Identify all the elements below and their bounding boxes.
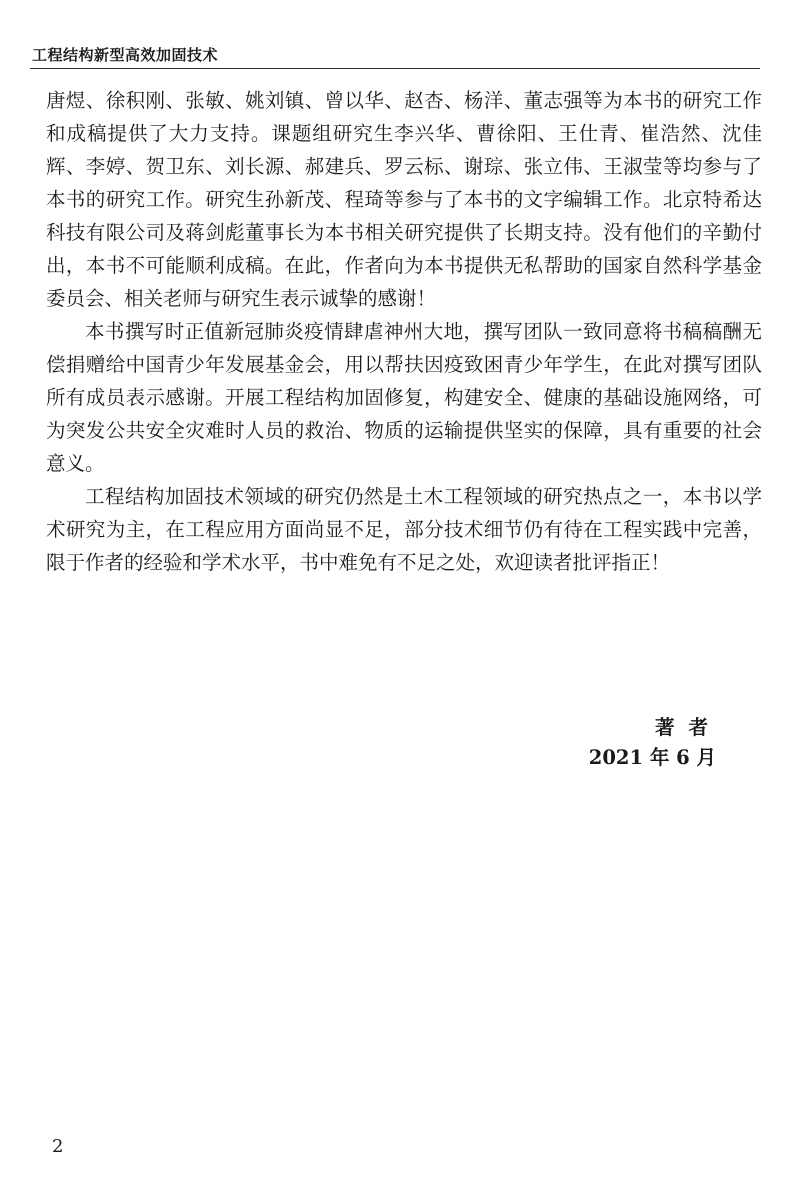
page-number: 2 [52, 1136, 64, 1157]
paragraph-continued: 唐煜、徐积刚、张敏、姚刘镇、曾以华、赵杏、杨洋、董志强等为本书的研究工作和成稿提供了大力支持。课题组研究生李兴华、曹徐阳、王仕青、崔浩然、沈佳辉、李婷、贺卫东、刘长源、郝建兵、罗云标、谢琮、张立伟、王淑莹等均参与了本书的研究工作。研究生孙新茂、程琦等参与了本书的文字编辑工作。北京特希达科技有限公司及蒋剑彪董事长为本书相关研究提供了长期支持。没有他们的辛勤付出，本书不可能顺利成稿。在此，作者向为本书提供无私帮助的国家自然科学基金委员会、相关老师与研究生表示诚挚的感谢！ [46, 89, 762, 310]
paragraph: 工程结构加固技术领域的研究仍然是土木工程领域的研究热点之一，本书以学术研究为主，在工程应用方面尚显不足，部分技术细节仍有待在工程实践中完善，限于作者的经验和学术水平，书中难免有不足之处，欢迎读者批评指正！ [46, 485, 762, 574]
paragraph: 本书撰写时正值新冠肺炎疫情肆虐神州大地，撰写团队一致同意将书稿稿酬无偿捐赠给中国青少年发展基金会，用以帮扶因疫致困青少年学生，在此对撰写团队所有成员表示感谢。开展工程结构加固修复，构建安全、健康的基础设施网络，可为突发公共安全灾难时人员的救治、物质的运输提供坚实的保障，具有重要的社会意义。 [46, 320, 762, 475]
signature-date: 2021 年 6 月 [588, 746, 716, 769]
signature-author: 著者 [654, 716, 722, 739]
signature-block [588, 713, 722, 773]
body-text [46, 84, 762, 579]
running-header-title: 工程结构新型高效加固技术 [32, 46, 219, 64]
header-rule [30, 68, 760, 69]
